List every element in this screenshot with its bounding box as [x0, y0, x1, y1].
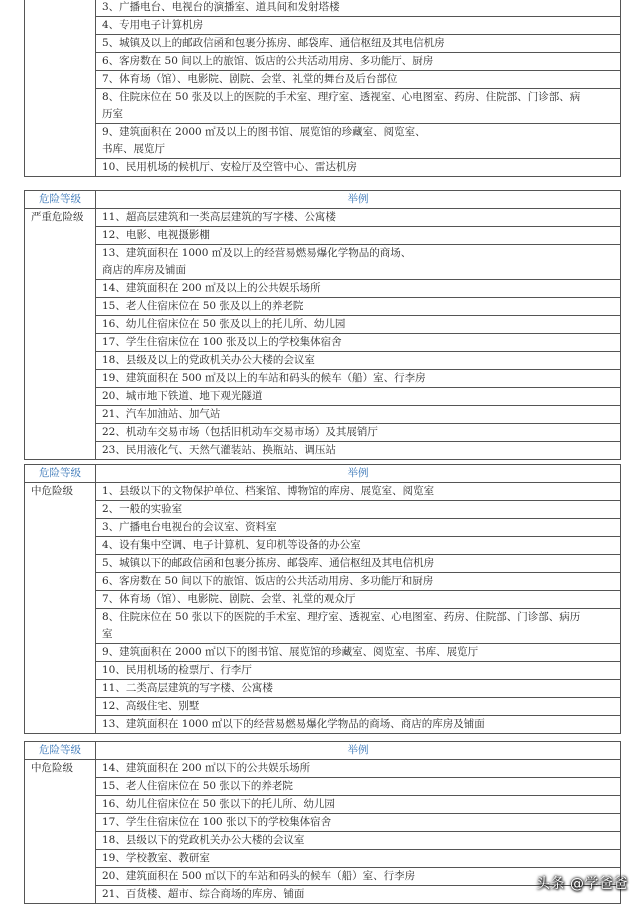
column-header-example: 举例 [96, 465, 621, 483]
list-item: 2、一般的实验室 [96, 501, 621, 519]
list-item: 21、汽车加油站、加气站 [96, 406, 621, 424]
list-item: 12、电影、电视摄影棚 [96, 227, 621, 245]
list-item [96, 609, 621, 644]
table-row [25, 555, 621, 573]
list-item: 6、客房数在 50 间以上的旅馆、饭店的公共活动用房、多功能厅、厨房 [96, 53, 621, 71]
list-item: 10、民用机场的候机厅、安检厅及空管中心、雷达机房 [96, 159, 621, 177]
list-item: 14、建筑面积在 200 ㎡以下的公共娱乐场所 [96, 760, 621, 778]
list-item-line: 室 [102, 628, 113, 640]
list-item-line: 13、建筑面积在 1000 ㎡及以上的经营易燃易爆化学物品的商场、 [102, 247, 412, 259]
table-row [25, 352, 621, 370]
list-item: 19、建筑面积在 500 ㎡及以上的车站和码头的候车（船）室、行李房 [96, 370, 621, 388]
list-item: 4、专用电子计算机房 [96, 17, 621, 35]
hazard-table-part-2 [24, 190, 621, 460]
table-row [25, 814, 621, 832]
table-row [25, 406, 621, 424]
list-item: 15、老人住宿床位在 50 张及以上的养老院 [96, 298, 621, 316]
table-row [25, 698, 621, 716]
table-row [25, 17, 621, 35]
list-item: 22、机动车交易市场（包括旧机动车交易市场）及其展销厅 [96, 424, 621, 442]
list-item [96, 124, 621, 159]
list-item: 18、县级以下的党政机关办公大楼的会议室 [96, 832, 621, 850]
table-row [25, 591, 621, 609]
list-item: 21、百货楼、超市、综合商场的库房、铺面 [96, 886, 621, 904]
table-row [25, 662, 621, 680]
level-cell [25, 0, 96, 177]
table-row [25, 159, 621, 177]
table-row [25, 0, 621, 17]
list-item: 7、体育场（馆）、电影院、剧院、会堂、礼堂的舞台及后台部位 [96, 71, 621, 89]
list-item-line: 历室 [102, 108, 123, 120]
table-row [25, 316, 621, 334]
watermark: 头条 @学爸爸 [536, 876, 628, 892]
list-item: 20、建筑面积在 500 ㎡以下的车站和码头的候车（船）室、行李房 [96, 868, 621, 886]
list-item-line: 8、住院床位在 50 张及以上的医院的手术室、理疗室、透视室、心电图室、药房、住院部、门诊部、病 [102, 91, 581, 103]
list-item: 5、城镇及以上的邮政信函和包裹分拣房、邮袋库、通信枢纽及其电信机房 [96, 35, 621, 53]
table-header-row [25, 191, 621, 209]
list-item: 23、民用液化气、天然气灌装站、换瓶站、调压站 [96, 442, 621, 460]
table-row [25, 370, 621, 388]
table-row [25, 483, 621, 501]
table-row [25, 868, 621, 886]
table-row [25, 442, 621, 460]
table-header-row [25, 465, 621, 483]
table-row [25, 53, 621, 71]
list-item: 10、民用机场的检票厅、行李厅 [96, 662, 621, 680]
level-cell: 中危险级 [25, 760, 96, 904]
list-item: 3、广播电台、电视台的演播室、道具间和发射塔楼 [96, 0, 621, 17]
table-row [25, 537, 621, 555]
list-item: 9、建筑面积在 2000 ㎡以下的图书馆、展览馆的珍藏室、阅览室、书库、展览厅 [96, 644, 621, 662]
list-item: 11、超高层建筑和一类高层建筑的写字楼、公寓楼 [96, 209, 621, 227]
column-header-level: 危险等级 [25, 742, 96, 760]
list-item: 18、县级及以上的党政机关办公大楼的会议室 [96, 352, 621, 370]
list-item: 6、客房数在 50 间以下的旅馆、饭店的公共活动用房、多功能厅和厨房 [96, 573, 621, 591]
list-item: 17、学生住宿床位在 100 张及以上的学校集体宿舍 [96, 334, 621, 352]
table-row [25, 89, 621, 124]
table-row [25, 245, 621, 280]
table-row [25, 35, 621, 53]
table-row [25, 886, 621, 904]
table-row [25, 124, 621, 159]
column-header-level: 危险等级 [25, 191, 96, 209]
table-row [25, 760, 621, 778]
column-header-example: 举例 [96, 191, 621, 209]
table-row [25, 334, 621, 352]
list-item: 20、城市地下铁道、地下观光隧道 [96, 388, 621, 406]
list-item: 19、学校教室、教研室 [96, 850, 621, 868]
table-row [25, 850, 621, 868]
table-row [25, 298, 621, 316]
list-item: 7、体育场（馆）、电影院、剧院、会堂、礼堂的观众厅 [96, 591, 621, 609]
table-row [25, 209, 621, 227]
table-row [25, 71, 621, 89]
list-item: 12、高级住宅、别墅 [96, 698, 621, 716]
table-row [25, 280, 621, 298]
list-item: 5、城镇以下的邮政信函和包裹分拣房、邮袋库、通信枢纽及其电信机房 [96, 555, 621, 573]
list-item [96, 245, 621, 280]
list-item-line: 8、住院床位在 50 张以下的医院的手术室、理疗室、透视室、心电图室、药房、住院部、门诊部、病历 [102, 611, 581, 623]
list-item: 14、建筑面积在 200 ㎡及以上的公共娱乐场所 [96, 280, 621, 298]
table-header-row [25, 742, 621, 760]
hazard-table-part-1 [24, 0, 621, 177]
list-item: 11、二类高层建筑的写字楼、公寓楼 [96, 680, 621, 698]
column-header-example: 举例 [96, 742, 621, 760]
table-row [25, 227, 621, 245]
level-cell: 严重危险级 [25, 209, 96, 460]
table-row [25, 573, 621, 591]
list-item: 1、县级以下的文物保护单位、档案馆、博物馆的库房、展览室、阅览室 [96, 483, 621, 501]
list-item: 3、广播电台电视台的会议室、资料室 [96, 519, 621, 537]
table-row [25, 609, 621, 644]
table-row [25, 778, 621, 796]
table-row [25, 796, 621, 814]
list-item-line: 商店的库房及铺面 [102, 264, 186, 276]
list-item [96, 89, 621, 124]
list-item: 13、建筑面积在 1000 ㎡以下的经营易燃易爆化学物品的商场、商店的库房及铺面 [96, 716, 621, 734]
table-row [25, 644, 621, 662]
table-row [25, 388, 621, 406]
table-row [25, 832, 621, 850]
level-cell: 中危险级 [25, 483, 96, 734]
list-item: 17、学生住宿床位在 100 张以下的学校集体宿舍 [96, 814, 621, 832]
list-item: 4、设有集中空调、电子计算机、复印机等设备的办公室 [96, 537, 621, 555]
table-row [25, 716, 621, 734]
list-item: 16、幼儿住宿床位在 50 张及以上的托儿所、幼儿园 [96, 316, 621, 334]
list-item: 15、老人住宿床位在 50 张以下的养老院 [96, 778, 621, 796]
table-row [25, 519, 621, 537]
table-row [25, 680, 621, 698]
table-row [25, 501, 621, 519]
column-header-level: 危险等级 [25, 465, 96, 483]
hazard-table-part-3 [24, 464, 621, 734]
list-item: 16、幼儿住宿床位在 50 张以下的托儿所、幼儿园 [96, 796, 621, 814]
list-item-line: 书库、展览厅 [102, 143, 165, 155]
hazard-table-part-4 [24, 741, 621, 904]
list-item-line: 9、建筑面积在 2000 ㎡及以上的图书馆、展览馆的珍藏室、阅览室、 [102, 126, 426, 138]
table-row [25, 424, 621, 442]
